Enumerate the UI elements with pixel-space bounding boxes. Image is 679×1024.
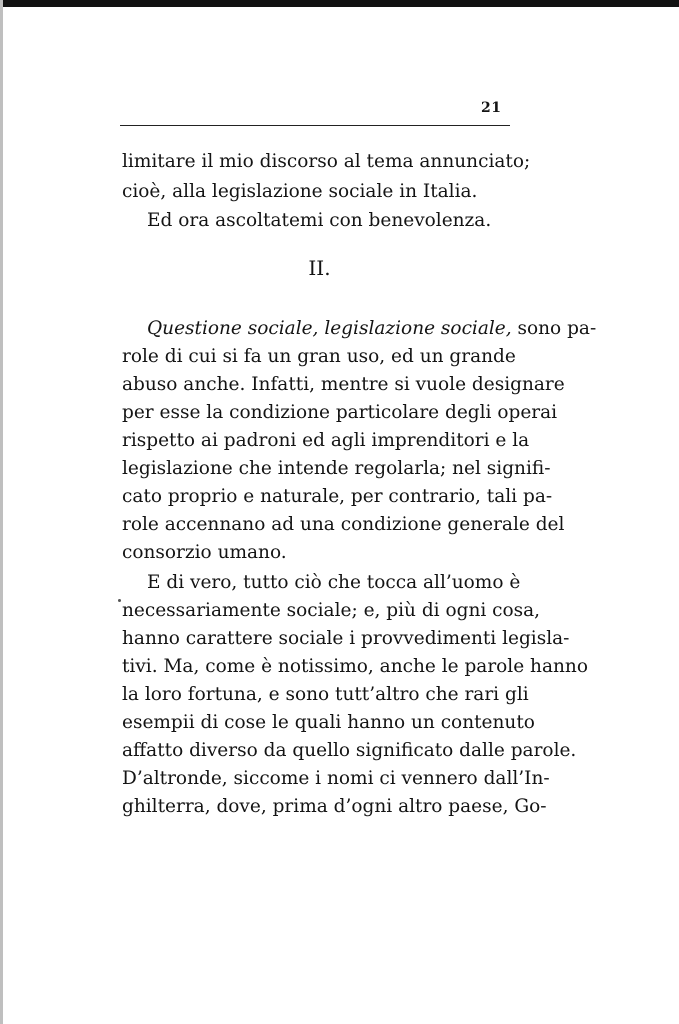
paragraph2-line-3: hanno carattere sociale i provvedimenti legisla- xyxy=(122,628,570,649)
header-rule xyxy=(120,125,510,126)
intro-line-2: cioè, alla legislazione sociale in Italia. xyxy=(122,181,478,202)
paragraph2-line-8: D’altronde, siccome i nomi ci vennero dall’In- xyxy=(122,768,550,789)
paragraph1-line-2: role di cui si fa un gran uso, ed un grande xyxy=(122,346,516,367)
paragraph2-line-5: la loro fortuna, e sono tutt’altro che rari gli xyxy=(122,684,529,705)
paragraph2-line-4: tivi. Ma, come è notissimo, anche le parole hanno xyxy=(122,656,588,677)
paragraph1-line-9: consorzio umano. xyxy=(122,542,287,563)
paragraph2-line-2: necessariamente sociale; e, più di ogni cosa, xyxy=(122,600,541,621)
paragraph1-line-1 xyxy=(147,317,597,341)
paragraph2-line-7: affatto diverso da quello significato dalle parole. xyxy=(122,740,577,761)
section-heading-text: II. xyxy=(308,256,331,280)
paragraph1-line-4: per esse la condizione particolare degli operai xyxy=(122,402,558,423)
paragraph2-line-9: ghilterra, dove, prima d’ogni altro paese, Go- xyxy=(122,796,547,817)
paragraph1-line-8: role accennano ad una condizione generale del xyxy=(122,514,565,535)
intro-line-3: Ed ora ascoltatemi con benevolenza. xyxy=(147,210,492,231)
scan-top-border xyxy=(0,0,679,7)
paragraph1-line-6: legislazione che intende regolarla; nel signifi- xyxy=(122,458,551,479)
page-number: 21 xyxy=(481,100,502,116)
paragraph1-line-3: abuso anche. Infatti, mentre si vuole designare xyxy=(122,374,565,395)
section-heading xyxy=(0,256,679,280)
paragraph2-line-1: E di vero, tutto ciò che tocca all’uomo è xyxy=(147,572,521,593)
paragraph1-lead-italic: Questione sociale, legislazione sociale, xyxy=(147,318,512,339)
margin-speck xyxy=(118,599,121,602)
scan-left-edge xyxy=(0,0,3,1024)
paragraph1-line-7: cato proprio e naturale, per contrario, tali pa- xyxy=(122,486,553,507)
paragraph2-line-6: esempii di cose le quali hanno un contenuto xyxy=(122,712,535,733)
paragraph1-line-5: rispetto ai padroni ed agli imprenditori e la xyxy=(122,430,530,451)
paragraph1-lead-rest: sono pa- xyxy=(511,318,597,339)
intro-line-1: limitare il mio discorso al tema annunciato; xyxy=(122,151,531,172)
